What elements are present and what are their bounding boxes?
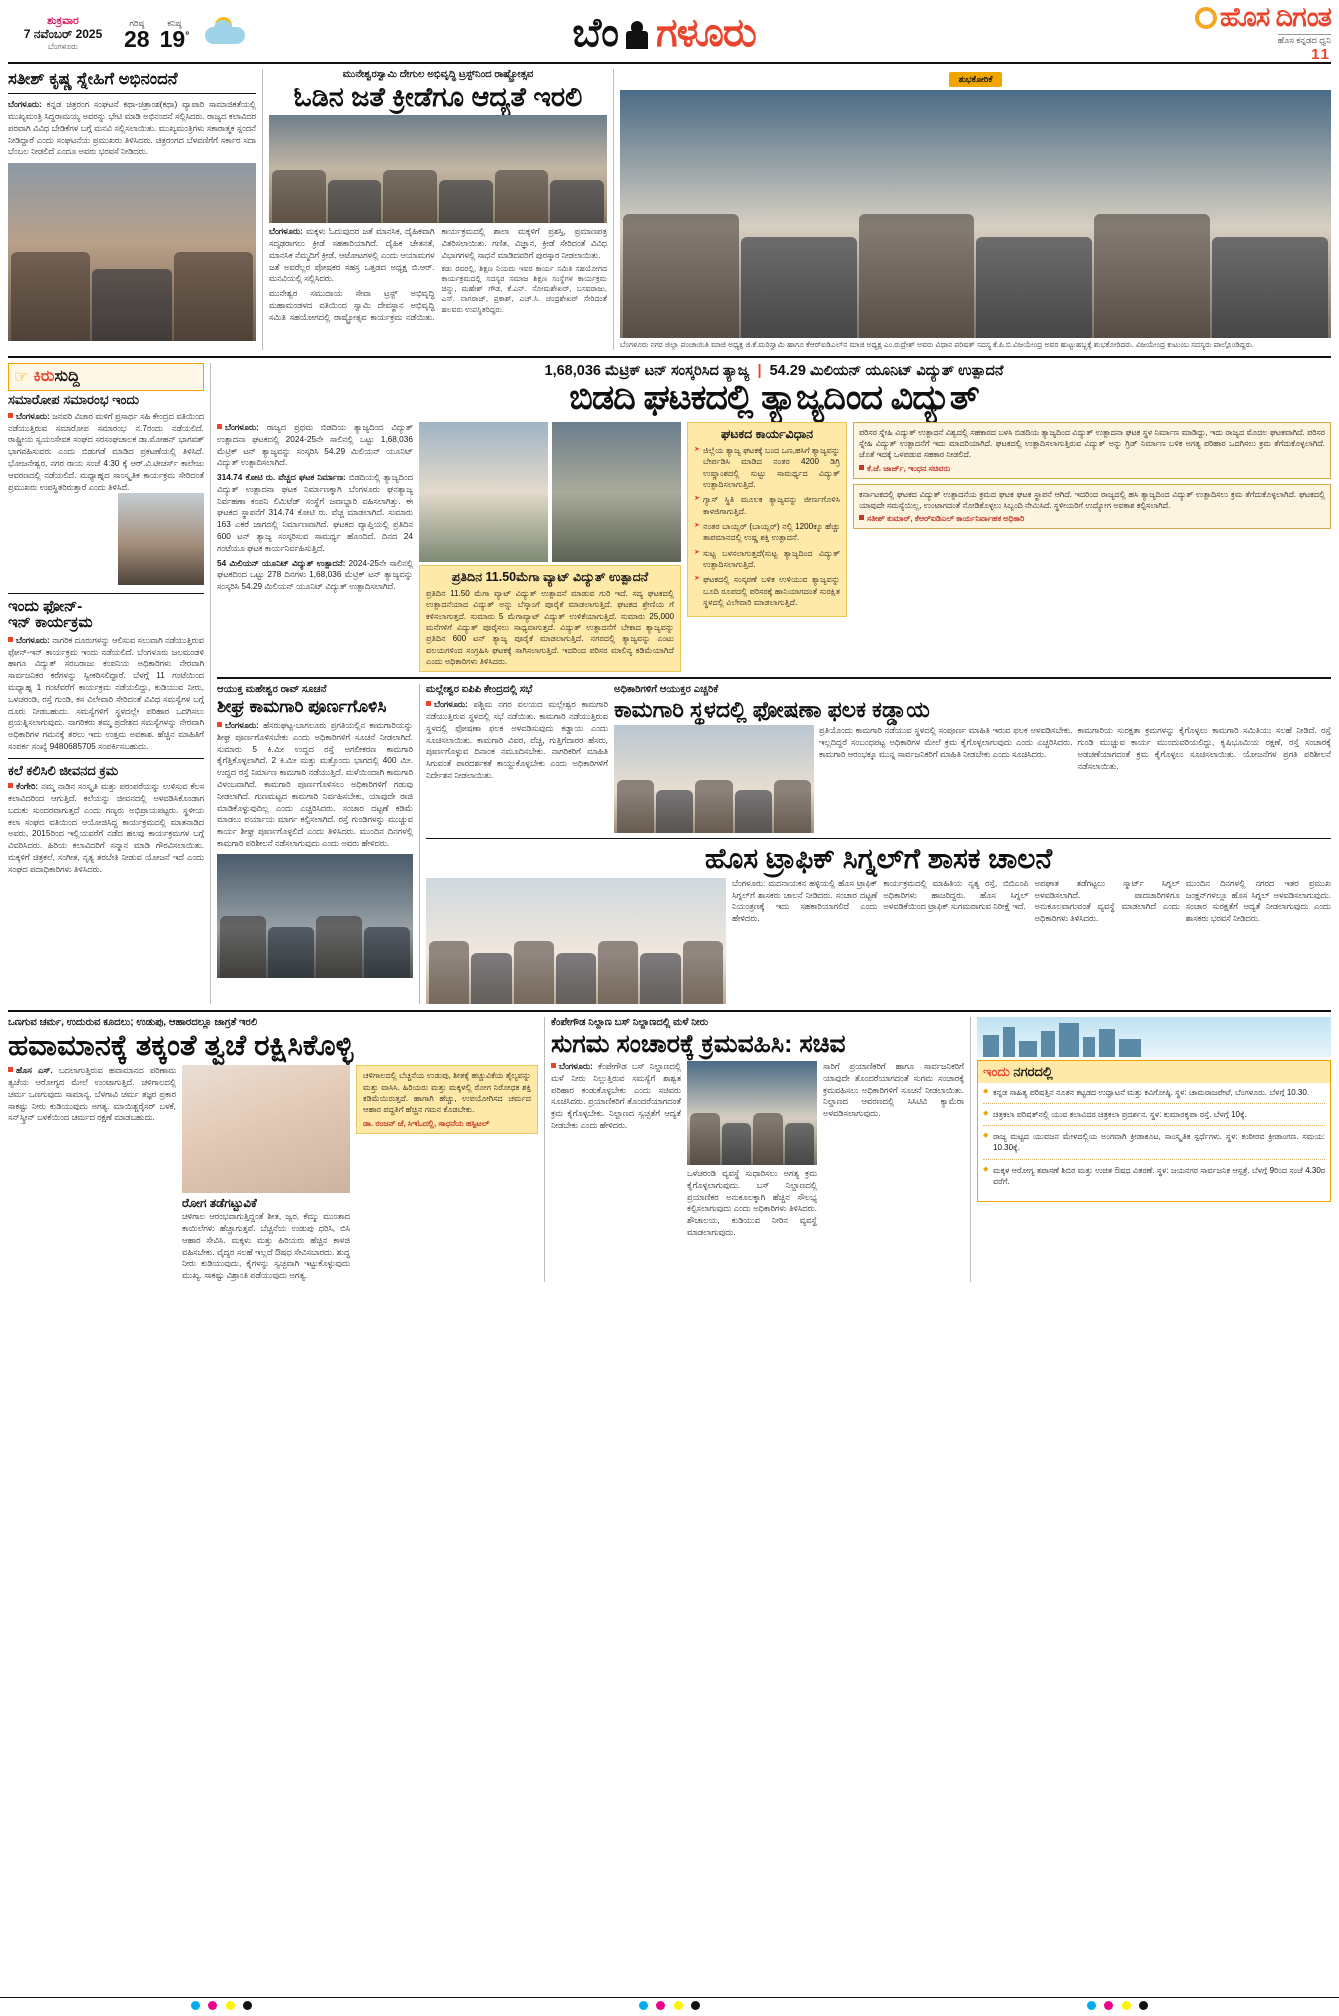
list-item: ◆ ಮಕ್ಕಳ ಆರೋಗ್ಯ ತಪಾಸಣೆ ಶಿಬಿರ ಮತ್ತು ಉಚಿತ ಔಷಧ ವಿತರಣೆ. ಸ್ಥಳ: ಜಯನಗರ ಸಾರ್ವಜನಿಕ ಆಸ್ಪತ್ರೆ. ಬೆಳಗ್ಗೆ 9ರಿಂದ ಸಂಜೆ 4.30ರ ವರೆಗೆ.: [983, 1165, 1325, 1192]
pointing-hand-icon: ☞: [14, 369, 29, 387]
bus-col1: [551, 1061, 681, 1239]
kirusuddi-0-body: [8, 411, 204, 493]
lead-text1: ರಾಜ್ಯದ ಪ್ರಥಮ ಬಿಡದಿಯ ತ್ಯಾಜ್ಯದಿಂದ ವಿದ್ಯುತ್ ಉತ್ಪಾದನಾ ಘಟಕದಲ್ಲಿ 2024-25ನೇ ಸಾಲಿನಲ್ಲಿ ಒಟ್ಟು 1,68,036 ಮೆಟ್ರಿಕ್ ಟನ್ ತ್ಯಾಜ್ಯವನ್ನು ಸಂಸ್ಕರಿಸಿ 54.29 ಮಿಲಿಯನ್ ಯೂನಿಟ್ ವಿದ್ಯುತ್ ಉತ್ಪಾದಿಸಲಾಗಿದೆ.: [217, 422, 414, 468]
brand-tagline: ಹೊಸ ಕನ್ನಡದ ಧ್ವನಿ: [1277, 35, 1331, 45]
skin-yellow-text: ಚಳಿಗಾಲದಲ್ಲಿ ಬೆಚ್ಚನೆಯ ಉಡುಪು, ಶೀತಕ್ಕೆ ಹಚ್ಚುವಿಕೆಯ ತೈಲ್ಯವನ್ನು ಮತ್ತು ವಾಸಿಸಿ. ಹಿರಿಯರು ಮತ್ತು ಮಕ್ಕಳಲ್ಲಿ ರೋಗ ನಿರೋಧಕ ಶಕ್ತಿ ಕಡಿಮೆಯಿರುತ್ತದೆ. ಹಾಗಾಗಿ ಹೆಚ್ಚು, ಉಪಯೋಗಿಸದ ಚರ್ಮದ ಆಹಾರ ಪದ್ಧತಿಗೆ ಹೆಚ್ಚಿನ ಗಮನ ಕೊಡಬೇಕು.: [363, 1071, 531, 1115]
print-registration-marks: [0, 1997, 1339, 2009]
bus-headline: ಸುಗಮ ಸಂಚಾರಕ್ಕೆ ಕ್ರಮವಹಿಸಿ: ಸಚಿವ: [551, 1029, 846, 1058]
bottom-section: [8, 1010, 1331, 1282]
nagaradalli-list: [978, 1083, 1330, 1201]
lead-method-col: [687, 422, 847, 672]
mohan-bhagwat-portrait: [118, 493, 204, 585]
method-box-title: ಘಟಕದ ಕಾರ್ಯವಿಧಾನ: [720, 427, 814, 441]
story-satish-byline: ಬೆಂಗಳೂರು:: [8, 99, 42, 110]
lead-body2: [217, 472, 413, 554]
commissioner-kicker: ಆಯುಕ್ತ ಮಹೇಶ್ವರ ರಾವ್ ಸೂಚನೆ: [217, 684, 327, 696]
skin-body1: [8, 1065, 176, 1124]
method-item: ➤ ಘಟಕದಲ್ಲಿ ಸಂಸ್ಕರಣೆ ಬಳಿಕ ಉಳಿಯುವ ತ್ಯಾಜ್ಯವನ್ನು ಬೂದಿ ರೂಪದಲ್ಲಿ ಪರಿಸರಕ್ಕೆ ಹಾನಿಯಾಗದಂತೆ ಸುರಕ್ಷಿತ ಸ್ಥಳದಲ್ಲಿ ವಿಲೇವಾರಿ ಮಾಡಲಾಗುತ್ತಿದೆ.: [694, 574, 840, 608]
masthead-city: ಬೆಂಗಳೂರು: [48, 41, 78, 51]
kirusuddi-label-b: ಸುದ್ದಿ: [54, 368, 80, 386]
lead-yellow-box: [419, 565, 681, 672]
substories-row: [217, 684, 1331, 1003]
nagaradalli-box: [977, 1060, 1331, 1202]
method-box: [687, 422, 847, 617]
skin-kicker: ಒಣಗುವ ಚರ್ಮ, ಉದುರುವ ಕೂದಲು; ಉಡುಪು, ಆಹಾರದಲ್ಲೂ ಜಾಗ್ರತೆ ಇರಲಿ: [8, 1016, 258, 1028]
top-section: [8, 64, 1331, 350]
kirusuddi-header: [8, 363, 204, 391]
page-number: 11: [1311, 46, 1331, 63]
story-warning: [614, 684, 1331, 833]
story-odina-body2: ಮುನೇಶ್ವರ ಸಮುದಾಯ ಸೇವಾ ಟ್ರಸ್ಟ್ ಅಭಿವೃದ್ಧಿ ಮಹಾಮಂಡಳದ ವತಿಯಿಂದ ಸ್ವಾಮಿ ದೇವಸ್ಥಾನ ಅಭಿವೃದ್ಧಿ ಸಮಿತಿ ಸಹಯೋಗದಲ್ಲಿ ರಾಷ್ಟ್ರೋತ್ಸವ ಕಾರ್ಯಕ್ರಮ ನಡೆಯಿತು. ಕಾರ್ಯಕ್ರಮದಲ್ಲಿ ಶಾಲಾ ಮಕ್ಕಳಿಗೆ ಪ್ರಶಸ್ತಿ, ಪ್ರಮಾಣಪತ್ರ ವಿತರಿಸಲಾಯಿತು. ಗಣಿತ, ವಿಜ್ಞಾನ, ಕ್ರೀಡೆ ಸೇರಿದಂತೆ ವಿವಿಧ ವಿಭಾಗಗಳಲ್ಲಿ ಸಾಧನೆ ಮಾಡಿದವರಿಗೆ ಪುರಸ್ಕಾರ ನೀಡಲಾಯಿತು.: [269, 226, 607, 322]
story-odina-kicker: ಮುನೇಶ್ವರಸ್ವಾಮಿ ದೇಗುಲ ಅಭಿವೃದ್ಧಿ ಟ್ರಸ್ಟ್‌ನಿಂದ ರಾಷ್ಟ್ರೋತ್ಸವ: [342, 69, 534, 80]
kirusuddi-2-byline: ಕೆಂಗೇರಿ:: [16, 781, 39, 792]
skin-byline: ಹೊಸ ಎಸ್.: [16, 1065, 53, 1076]
skin-yellow-author: ಡಾ. ರಂಜನ್ ಜೆ, ಸಿಇಓದಲ್ಲಿ, ಸಾಧನೆಯ ಹಸ್ಪಿಟಲ್: [363, 1118, 490, 1128]
kirusuddi-2-body: [8, 781, 204, 875]
lead-sub1: 314.74 ಕೋಟಿ ರು. ವೆಚ್ಚದ ಘಟಕ ನಿರ್ಮಾಣ:: [217, 472, 346, 483]
cm-meeting-photo: [8, 163, 256, 341]
quote-box-1: [853, 422, 1331, 479]
nagaradalli-title-b: ನಗರದಲ್ಲಿ: [1013, 1063, 1053, 1079]
waste-dump-photo: [552, 422, 681, 562]
masthead-weekday: ಶುಕ್ರವಾರ: [47, 15, 79, 28]
story-odina-body1: [269, 226, 435, 285]
skin-col1: [8, 1065, 176, 1282]
lead-sub-left: 1,68,036 ಮೆಟ್ರಿಕ್ ಟನ್ ಸಂಸ್ಕರಿಸಿದ ತ್ಯಾಜ್ಯ: [544, 363, 750, 380]
lead-text2: ಬಿಡದಿಯಲ್ಲಿ ತ್ಯಾಜ್ಯದಿಂದ ವಿದ್ಯುತ್ ಉತ್ಪಾದನಾ ಘಟಕ ನಿರ್ಮಾಣಕ್ಕಾಗಿ ಬೆಂಗಳೂರು ಘನತ್ಯಾಜ್ಯ ನಿರ್ವಹಣಾ ಕಂಪನಿ ಲಿಮಿಟೆಡ್ ಸಂಸ್ಥೆಗೆ ಜವಾಬ್ದಾರಿ ವಹಿಸಲಾಗಿತ್ತು. ಈ ಘಟಕದ ಸ್ಥಾಪನೆಗೆ 314.74 ಕೋಟಿ ರು. ವೆಚ್ಚ ಮಾಡಲಾಗಿದೆ. ಸುಮಾರು 163 ಎಕರೆ ಜಾಗದಲ್ಲಿ ನಿರ್ಮಾಣವಾಗಿದೆ. ಘಟಕದ ವ್ಯಾಪ್ತಿಯಲ್ಲಿ ಪ್ರತಿದಿನ 600 ಟನ್ ತ್ಯಾಜ್ಯ ಸಂಸ್ಕರಿಸುವ ಸಾಮರ್ಥ್ಯ ಹೊಂದಿದೆ. ದಿನದ 24 ಗಂಟೆಯೂ ಘಟಕ ಕಾರ್ಯನಿರ್ವಹಿಸುತ್ತಿದೆ.: [217, 472, 413, 553]
warning-body-left: ಪ್ರತಿಯೊಂದು ಕಾಮಗಾರಿ ನಡೆಯುವ ಸ್ಥಳದಲ್ಲಿ ಸಂಪೂರ್ಣ ಮಾಹಿತಿ ಇರುವ ಫಲಕ ಅಳವಡಿಸಬೇಕು. ಇಲ್ಲದಿದ್ದರೆ ಸಂಬಂಧಪಟ್ಟ ಅಧಿಕಾರಿಗಳ ಮೇಲೆ ಕ್ರಮ ಕೈಗೊಳ್ಳಲಾಗುವುದು ಎಂದು ಎಚ್ಚರಿಸಿದರು. ಕಾಮಗಾರಿ ಆರಂಭಕ್ಕೂ ಮುನ್ನ ಸಾರ್ವಜನಿಕರಿಗೆ ಮಾಹಿತಿ ನೀಡಬೇಕು ಎಂದು ಸೂಚಿಸಿದರು.: [819, 725, 1073, 759]
traffic-headline: ಹೊಸ ಟ್ರಾಫಿಕ್ ಸಿಗ್ನಲ್‌ಗೆ ಶಾಸಕ ಚಾಲನೆ: [704, 843, 1053, 875]
kirusuddi-1-body: [8, 635, 204, 753]
page-title-part1: ಬೆಂ: [572, 10, 619, 55]
story-satish-headline: ಸತೀಶ್ ಕೃಷ್ಣ ಸ್ನೇಹಿಗೆ ಅಭಿನಂದನೆ: [8, 70, 178, 88]
skin-sub: ರೋಗ ತಡೆಗಟ್ಟುವಿಕೆ: [182, 1196, 257, 1211]
students-award-photo: [269, 115, 607, 223]
story-satish-body: [8, 99, 256, 158]
story-odina-text1: ಮಕ್ಕಳು ಓದುವುದರ ಜತೆ ಮಾನಸಿಕ, ದೈಹಿಕವಾಗಿ ಸದೃಢರಾಗಲು ಕ್ರೀಡೆ ಸಹಕಾರಿಯಾಗಿದೆ. ದೈಹಿಕ ಚೇತನತೆ, ಮಾನಸಿಕ ನೆಮ್ಮದಿಗೆ ಕ್ರೀಡೆ, ಆಟೋಟಗಳಲ್ಲಿ ಎಂದು ಆಯಾಮಗಳ ಜತೆ ಅವರೆಲ್ಲರ ಪೋಷಕರ ಸಹಸ್ರ ಒತ್ತಡದ ಅಧ್ಯಕ್ಷ ಬಿ.ಆರ್. ಮನವಿಯಲ್ಲಿ ಸಲ್ಲಿಸಿದರು.: [269, 226, 435, 284]
kirusuddi-1-headline-l2: ಇನ್ ಕಾರ್ಯಕ್ರಮ: [8, 614, 93, 632]
warning-kicker: ಅಧಿಕಾರಿಗಳಿಗೆ ಆಯುಕ್ತರ ಎಚ್ಚರಿಕೆ: [614, 684, 719, 696]
mallesh-byline: ಬೆಂಗಳೂರು:: [434, 699, 468, 710]
bus-body1: [551, 1061, 681, 1132]
page-title-part2: ಗಳೂರು: [656, 10, 756, 55]
temp-min: [160, 19, 190, 52]
road-work-inspection-photo: [217, 854, 413, 978]
temp-max-label: ಗರಿಷ್ಠ: [129, 17, 145, 28]
skin-body2: ಚಳಿಗಾಲ ಆರಂಭವಾಗುತ್ತಿದ್ದಂತೆ ಶೀತ, ಜ್ವರ, ಕೆಮ್ಮು ಮುಂತಾದ ಕಾಯಿಲೆಗಳು ಹೆಚ್ಚಾಗುತ್ತವೆ. ಬೆಚ್ಚನೆಯ ಉಡುಪು ಧರಿಸಿ, ಬಿಸಿ ಆಹಾರ ಸೇವಿಸಿ. ಮಕ್ಕಳು ಮತ್ತು ಹಿರಿಯರು ಹೆಚ್ಚಿನ ಕಾಳಜಿ ವಹಿಸಬೇಕು. ವೈದ್ಯರ ಸಲಹೆ ಇಲ್ಲದೆ ಔಷಧ ಸೇವಿಸಬಾರದು. ಶುದ್ಧ ನೀರು ಕುಡಿಯುವುದು, ಕೈಗಳನ್ನು ಸ್ವಚ್ಛವಾಗಿ ಇಟ್ಟುಕೊಳ್ಳುವುದು ಮುಖ್ಯ. ಸಾಕಷ್ಟು ವಿಶ್ರಾಂತಿ ಪಡೆಯುವುದು ಅಗತ್ಯ.: [182, 1211, 350, 1281]
felicitation-group-photo: [620, 90, 1331, 338]
list-item: ◆ ರಾಜ್ಯ ಮಟ್ಟದ ಯುವಜನ ಮೇಳದಲ್ಲಿಯ ಅಂಗವಾಗಿ ಕ್ರೀಡಾಕೂಟ, ಸಾಂಸ್ಕೃತಿಕ ಸ್ಪರ್ಧೆಗಳು. ಸ್ಥಳ: ಕಂಠೀರವ ಕ್ರೀಡಾಂಗಣ. ಸಮಯ: 10.30ಕ್ಕೆ.: [983, 1131, 1325, 1159]
kirusuddi-label-a: ಕಿರು: [33, 368, 55, 386]
bus-station-inspection-photo: [687, 1061, 817, 1165]
traffic-body-c3: ಅಪಘಾತ ತಡೆಗಟ್ಟಲು ಸ್ಮಾರ್ಟ್ ಸಿಗ್ನಲ್ ಅಳವಡಿಸಲಾಗಿದೆ. ಪಾದಚಾರಿಗಳಿಗೂ ಅನುಕೂಲವಾಗುವಂತೆ ವ್ಯವಸ್ಥೆ ಮಾಡಲಾಗಿದೆ ಎಂದು ಅಧಿಕಾರಿಗಳು ತಿಳಿಸಿದರು.: [1034, 877, 1180, 924]
skin-col3: [356, 1065, 538, 1282]
brand-logo: [1081, 4, 1331, 62]
nagaradalli-rail: [970, 1017, 1331, 1282]
page-title: [247, 11, 1081, 56]
lead-yellow-body: ಪ್ರತಿದಿನ 11.50 ಮೆಗಾ ವ್ಯಾಟ್ ವಿದ್ಯುತ್ ಉತ್ಪಾದನೆ ಮಾಡುವ ಗುರಿ ಇದೆ. ಸದ್ಯ ಘಟಕದಲ್ಲಿ ಉತ್ಪಾದನೆಯಾದ ವಿದ್ಯುತ್ ಅನ್ನು ಬೆಸ್ಕಾಂಗೆ ಪೂರೈಕೆ ಮಾಡಲಾಗುತ್ತಿದೆ. ಘಟಕದ ಶ್ರೇಣಿಯ ಗೆ ಕಳಿಸಲಾಗುತ್ತದೆ. ಸುಮಾರು 5 ಮೆಗಾವ್ಯಾಟ್ ವಿದ್ಯುತ್ ಉಳಿಕೆಯಾಗುತ್ತಿದೆ. ಸುಮಾರು 25,000 ಮನೆಗಳಿಗೆ ವಿದ್ಯುತ್ ಪೂರೈಸಲು ಸಾಧ್ಯವಾಗುತ್ತದೆ. ವಿದ್ಯುತ್ ಉತ್ಪಾದನೆಗೆ ಬೇಕಾದ ತ್ಯಾಜ್ಯವನ್ನು ಪ್ರತಿದಿನ 600 ಟನ್ ತ್ಯಾಜ್ಯ ಪೂರೈಕೆ ಮಾಡಲಾಗುತ್ತಿದೆ. ನಗರದಲ್ಲಿ ತ್ಯಾಜ್ಯವನ್ನು ಎಂಟು ವಲಯಗಳಿಂದ ಸಂಗ್ರಹಿಸಿ ಘಟಕಕ್ಕೆ ಸಾಗಿಸಲಾಗುತ್ತಿದೆ. ಇದರಿಂದ ಪರಿಸರ ಮಾಲಿನ್ಯ ಕಡಿಮೆಯಾಗಿದೆ ಎಂದು ಅಧಿಕಾರಿಗಳು ತಿಳಿಸಿದರು.: [426, 589, 674, 666]
globe-icon: [1195, 7, 1217, 29]
city-skyline-graphic: [977, 1017, 1331, 1057]
story-satish: [8, 69, 256, 350]
lead-body3: [217, 558, 413, 593]
story-felicitation: [613, 69, 1331, 350]
skincare-woman-photo: [182, 1065, 350, 1193]
list-item: ◆ ಕನ್ನಡ ಸಾಹಿತ್ಯ ಪರಿಷತ್ತಿನ ನೂತನ ಕಟ್ಟಡದ ಉದ್ಘಾಟನೆ ಮತ್ತು ಕವಿಗೋಷ್ಠಿ. ಸ್ಥಳ: ಚಾಮರಾಜಪೇಟೆ, ಬೆಂಗಳೂರು. ಬೆಳಗ್ಗೆ 10.30.: [983, 1087, 1325, 1104]
kirusuddi-0-byline: ಬೆಂಗಳೂರು:: [16, 410, 50, 421]
kirusuddi-rail: [8, 363, 204, 1004]
story-commissioner: [217, 684, 413, 1003]
bus-body3: ಸಾರಿಗೆ ಪ್ರಯಾಣಿಕರಿಗೆ ಹಾಗೂ ಸಾರ್ವಜನಿಕರಿಗೆ ಯಾವುದೇ ತೊಂದರೆಯಾಗದಂತೆ ಸುಗಮ ಸಂಚಾರಕ್ಕೆ ಕ್ರಮವಹಿಸಲು ಅಧಿಕಾರಿಗಳಿಗೆ ಸೂಚನೆ ನೀಡಲಾಯಿತು. ನಿಲ್ದಾಣದ ಆವರಣದಲ್ಲಿ ಸಿಸಿಟಿವಿ ಕ್ಯಾಮೆರಾ ಅಳವಡಿಸಲಾಗುವುದು.: [823, 1061, 964, 1119]
bidadi-plant-building-photo: [419, 422, 548, 562]
method-item: ➤ ಜಿಲ್ಲೆಯ ತ್ಯಾಜ್ಯ ಘಟಕಕ್ಕೆ ಬಂದ ಒಣ,ಹಸಿಗೆ ತ್ಯಾಜ್ಯವನ್ನು ಬೇರ್ಪಡಿಸಿ ಮಾಡಿದ ನಂತರ 4200 ಡಿಗ್ರಿ ಉಷ್ಣಾಂಶದಲ್ಲಿ ಸುಟ್ಟು ಸಾಮರ್ಥ್ಯದ ವಿದ್ಯುತ್ ಉತ್ಪಾದಿಸಲಾಗುತ್ತಿದೆ.: [694, 445, 840, 490]
signal-inauguration-photo: [426, 878, 726, 1004]
method-box-list: [694, 445, 840, 608]
sun-cloud-icon: [203, 15, 247, 51]
lead-story-header: 1,68,036 ಮೆಟ್ರಿಕ್ ಟನ್ ಸಂಸ್ಕರಿಸಿದ ತ್ಯಾಜ್ಯ | 54.29 ಮಿಲಿಯನ್ ಯೂನಿಟ್ ವಿದ್ಯುತ್ ಉತ್ಪಾದನೆ ಬಿಡದಿ ಘಟಕದಲ್ಲಿ ತ್ಯಾಜ್ಯದಿಂದ ವಿದ್ಯುತ್: [217, 363, 1331, 417]
nagaradalli-title-a: ಇಂದು: [983, 1063, 1010, 1079]
kirusuddi-1-headline-l1: ಇಂದು ಫೋನ್-: [8, 598, 83, 616]
mallesh-body: [426, 699, 608, 781]
quote-2-author: ಸತೀಶ್ ಕುಮಾರ್, ಕೆಆರ್‌ಐಡಿಎಲ್ ಕಾರ್ಯನಿರ್ವಾಹಕ ಅಧಿಕಾರಿ: [867, 513, 1025, 523]
kirusuddi-1-byline: ಬೆಂಗಳೂರು:: [16, 634, 50, 645]
lead-sub2: 54 ಮಿಲಿಯನ್ ಯೂನಿಟ್ ವಿದ್ಯುತ್ ಉತ್ಪಾದನೆ:: [217, 557, 346, 568]
skin-text1: ಬದಲಾಗುತ್ತಿರುವ ಹವಾಮಾನದ ಪರಿಣಾಮ ತ್ವಚೆಯ ಆರೋಗ್ಯದ ಮೇಲೆ ಉಂಟಾಗುತ್ತಿದೆ. ಚಳಿಗಾಲದಲ್ಲಿ ಚರ್ಮ ಒಣಗುವುದು ಸಾಮಾನ್ಯ. ಬೆಳಗಾವಿ ಚರ್ಮ ತಜ್ಞರ ಪ್ರಕಾರ ಸಾಕಷ್ಟು ನೀರು ಕುಡಿಯುವುದು ಅಗತ್ಯ. ಮಾಯಿಶ್ಚರೈಸರ್ ಬಳಕೆ, ಸನ್‌ಸ್ಕ್ರೀನ್ ಬಳಕೆಯಿಂದ ಚರ್ಮದ ರಕ್ಷಣೆ ಮಾಡಬಹುದು.: [8, 1065, 176, 1123]
traffic-body-c4: ಮುಂದಿನ ದಿನಗಳಲ್ಲಿ ನಗರದ ಇತರ ಪ್ರಮುಖ ಜಂಕ್ಷನ್‌ಗಳಲ್ಲೂ ಹೊಸ ಸಿಗ್ನಲ್ ಅಳವಡಿಸಲಾಗುವುದು. ಸಂಚಾರ ಸುರಕ್ಷತೆಗೆ ಆದ್ಯತೆ ನೀಡಲಾಗುವುದು ಎಂದು ಶಾಸಕರು ಭರವಸೆ ನೀಡಿದರು.: [1185, 877, 1331, 924]
lead-photos-col: [419, 422, 681, 672]
story-mallesh: [426, 684, 608, 833]
bus-body2: ಒಳಚರಂಡಿ ವ್ಯವಸ್ಥೆ ಸುಧಾರಿಸಲು ಅಗತ್ಯ ಕ್ರಮ ಕೈಗೊಳ್ಳಲಾಗುವುದು. ಬಸ್ ನಿಲ್ದಾಣದಲ್ಲಿ ಪ್ರಯಾಣಿಕರ ಅನುಕೂಲಕ್ಕಾಗಿ ಹೆಚ್ಚಿನ ಸೌಲಭ್ಯ ಕಲ್ಪಿಸಲಾಗುವುದು ಎಂದು ಅಧಿಕಾರಿಗಳು ತಿಳಿಸಿದರು. ಶೌಚಾಲಯ, ಕುಡಿಯುವ ನೀರಿನ ವ್ಯವಸ್ಥೆ ಮಾಡಲಾಗುವುದು.: [687, 1168, 817, 1237]
quote-box-2: [853, 484, 1331, 529]
bus-col3: [823, 1061, 964, 1239]
warning-headline: ಕಾಮಗಾರಿ ಸ್ಥಳದಲ್ಲಿ ಫೋಷಣಾ ಫಲಕ ಕಡ್ಡಾಯ: [614, 697, 930, 723]
skin-col2: [182, 1065, 350, 1282]
commissioner-text: ಹೆಸರುಘಟ್ಟ-ಬಾಗಲೂರು ಪ್ರಗತಿಯಲ್ಲಿನ ಕಾಮಗಾರಿಯನ್ನು ಶೀಘ್ರ ಪೂರ್ಣಗೊಳಿಸಬೇಕು ಎಂದು ಅಧಿಕಾರಿಗಳಿಗೆ ಸೂಚನೆ ನೀಡಲಾಗಿದೆ. ಸುಮಾರು 5 ಕಿ.ಮೀ ಉದ್ದದ ರಸ್ತೆ ಅಗಲೀಕರಣ ಕಾಮಗಾರಿ ಕೈಗೆತ್ತಿಕೊಳ್ಳಲಾಗಿದೆ. 2 ಕಿ.ಮೀ ಮತ್ತು ಮತ್ತೊಂದು ಭಾಗದಲ್ಲಿ 400 ಮೀ. ಉದ್ದದ ರಸ್ತೆ ನಿರ್ಮಾಣ ಕಾಮಗಾರಿ ನಡೆಯುತ್ತಿದೆ. ಮಳೆಯಿಂದಾಗಿ ಕಾಮಗಾರಿ ವಿಳಂಬವಾಗಿದೆ. ಕಾಮಗಾರಿ ಪೂರ್ಣಗೊಳಿಸಲು ಅಧಿಕಾರಿಗಳಿಗೆ ಗಡುವು ನೀಡಲಾಗಿದೆ. ಗುಣಮಟ್ಟದ ಕಾಮಗಾರಿ ನಿರ್ವಹಿಸಬೇಕು, ಯಾವುದೇ ರಾಜಿ ಮಾಡಿಕೊಳ್ಳುವುದಿಲ್ಲ ಎಂದು ಎಚ್ಚರಿಸಿದರು. ಸಂಚಾರ ದಟ್ಟಣೆ ಕಡಿಮೆ ಮಾಡಲು ಪರ್ಯಾಯ ಮಾರ್ಗ ಕಲ್ಪಿಸಲಾಗಿದೆ. ರಸ್ತೆ ಗುಂಡಿಗಳನ್ನು ಮುಚ್ಚುವ ಕಾರ್ಯ ಶೀಘ್ರ ಪೂರ್ಣಗೊಳ್ಳಲಿದೆ ಎಂದು ತಿಳಿಸಿದರು. ಮುಂದಿನ ದಿನಗಳಲ್ಲಿ ಕಾಮಗಾರಿ ಪರಿಶೀಲನೆ ನಡೆಸಲಾಗುವುದು ಎಂದು ಅವರು ಹೇಳಿದರು.: [217, 720, 413, 848]
quote-1-author: ಕೆ.ಜೆ. ಜಾರ್ಜ್, ಇಂಧನ ಸಚಿವರು: [867, 463, 951, 473]
felicitation-tag: ಶುಭಕೋರಿಕೆ: [949, 72, 1003, 87]
weather-block: [118, 15, 247, 51]
temp-max: [124, 19, 150, 52]
story-odina-caption: ಕಡು ರವರಲ್ಲಿ, ಶಿಕ್ಷಣ ನಿಯಮ ಇವರ ಕಾರ್ಯ ಸಮಿತಿ ಸಹಯೋಗದ ಕಾರ್ಯಕ್ರಮದಲ್ಲಿ ಸದಸ್ಯರ ಸಮಾಜ ಶಿಕ್ಷಣ ಸಂಸ್ಥೆಗಳ ಕಾರ್ಯಕ್ರಮ ಚಿನ್ನು, ಮಹೇಶ್ ಗೌಡ, ಕೆ.ಎನ್. ಸೋಮಶೇಖರ್, ಬಸವರಾಜು, ಎಸ್. ನಾಗರಾಜ್, ಪ್ರಕಾಶ್, ಎಚ್.ಸಿ. ಚಂದ್ರಶೇಖರ್ ಸೇರಿದಂತೆ ಹಲವರು ಉಪಸ್ಥಿತರಿದ್ದರು.: [441, 263, 607, 314]
list-item: ◆ ಚಿತ್ರಕಲಾ ಪರಿಷತ್‌ನಲ್ಲಿ ಯುವ ಕಲಾವಿದರ ಚಿತ್ರಕಲಾ ಪ್ರದರ್ಶನ. ಸ್ಥಳ: ಕುಮಾರಕೃಪಾ ರಸ್ತೆ. ಬೆಳಗ್ಗೆ 10ಕ್ಕೆ.: [983, 1109, 1325, 1126]
lead-sub-right: 54.29 ಮಿಲಿಯನ್ ಯೂನಿಟ್ ವಿದ್ಯುತ್ ಉತ್ಪಾದನೆ: [769, 363, 1004, 380]
brand-name: ಹೊಸ ದಿಗಂತ: [1219, 2, 1331, 32]
mallesh-text: ಪಶ್ಚಿಮ ನಗರ ವಲಯದ ಮಲ್ಲೇಶ್ವರ ಕಾಮಗಾರಿ ನಡೆಯುತ್ತಿರುವ ಸ್ಥಳದಲ್ಲಿ ಸಭೆ ನಡೆಯಿತು. ಕಾಮಗಾರಿ ನಡೆಯುತ್ತಿರುವ ಸ್ಥಳದಲ್ಲಿ ಫೋಷಣಾ ಫಲಕ ಅಳವಡಿಸುವುದು ಕಡ್ಡಾಯ ಎಂದು ಸೂಚಿಸಲಾಯಿತು. ಕಾಮಗಾರಿ ವಿವರ, ವೆಚ್ಚ, ಗುತ್ತಿಗೆದಾರರ ಹೆಸರು, ಪೂರ್ಣಗೊಳ್ಳುವ ದಿನಾಂಕ ನಮೂದಿಸಬೇಕು. ನಾಗರಿಕರಿಗೆ ಮಾಹಿತಿ ಸಿಗುವಂತೆ ಪಾರದರ್ಶಕತೆ ಕಾಯ್ದುಕೊಳ್ಳಬೇಕು ಎಂದು ಅಧಿಕಾರಿಗಳಿಗೆ ನಿರ್ದೇಶನ ನೀಡಲಾಯಿತು.: [426, 699, 608, 780]
lead-quotes-col: [853, 422, 1331, 672]
lead-headline: ಬಿಡದಿ ಘಟಕದಲ್ಲಿ ತ್ಯಾಜ್ಯದಿಂದ ವಿದ್ಯುತ್: [569, 378, 979, 418]
bus-kicker: ಕೆಂಪೇಗೌಡ ನಿಲ್ದಾಣ ಬಸ್ ನಿಲ್ದಾಣದಲ್ಲಿ ಮಳೆ ನೀರು: [551, 1016, 709, 1028]
kirusuddi-2-headline: ಕಲೆ ಕಲಿಸಿಲಿ ಜೀವನದ ಕ್ರಮ: [8, 762, 119, 778]
masthead: [8, 2, 1331, 64]
method-item: ➤ ಸುಟ್ಟ ಬಳಸಲಾಗುತ್ತದೆ(ಸುಟ್ಟ ತ್ಯಾಜ್ಯದಿಂದ ವಿದ್ಯುತ್ ಉತ್ಪಾದಿಸಲಾಗುತ್ತಿದೆ.: [694, 548, 840, 571]
bus-col2: [687, 1061, 817, 1239]
temple-dome-icon: [622, 17, 652, 49]
middle-section: [8, 356, 1331, 1004]
right-substories: [419, 684, 1331, 1003]
temp-min-value: 19: [159, 26, 186, 52]
traffic-body-c1: ಬೆಂಗಳೂರು: ಮದನಾಯಕನ ಹಳ್ಳಿಯಲ್ಲಿ ಹೊಸ ಟ್ರಾಫಿಕ್ ಸಿಗ್ನಲ್‌ಗೆ ಶಾಸಕರು ಚಾಲನೆ ನೀಡಿದರು. ಸಂಚಾರ ದಟ್ಟಣೆ ನಿಯಂತ್ರಣಕ್ಕೆ ಇದು ಸಹಕಾರಿಯಾಗಲಿದೆ ಎಂದು ಹೇಳಿದರು.: [732, 877, 878, 924]
method-item: ➤ ಗ್ಯಾಸ್ ಸ್ಥಿತಿ ಮೂಲಕ ತ್ಯಾಜ್ಯವನ್ನು ಜೀರ್ಣಗೊಳಿಸಿ ಕಾಳಜಿಗಾಗುತ್ತಿದೆ.: [694, 494, 840, 517]
story-odina-headline: ಓಡಿನ ಜತೆ ಕ್ರೀಡೆಗೂ ಆದ್ಯತೆ ಇರಲಿ: [293, 82, 583, 112]
quote-2-text: ಕರ್ನಾಟಕದಲ್ಲಿ ಘಟಕದ ವಿದ್ಯುತ್ ಉತ್ಪಾದನೆಯ ಕ್ರಮದ ಘಟಕ ಘಟಕ ಸ್ಥಾಪನೆ ಆಗಿದೆ. ಇದರಿಂದ ರಾಜ್ಯದಲ್ಲಿ ಹಸಿ ತ್ಯಾಜ್ಯದಿಂದ ವಿದ್ಯುತ್ ಉತ್ಪಾದಿಸಲು ಕ್ರಮ ತೆಗೆದುಕೊಳ್ಳಲಾಗಿದೆ. ಘಟಕದಲ್ಲಿ ಯಾವುದೇ ಸಮಸ್ಯೆಯಿಲ್ಲ, ಉಂಟಾಗದಂತೆ ನೋಡಿಕೊಳ್ಳಲು ಸಿಬ್ಬಂದಿ ನೇಮಿಸಿದೆ. ಸ್ಥಳೀಯರಿಗೆ ಉದ್ಯೋಗ ಅವಕಾಶ ಕಲ್ಪಿಸಲಾಗಿದೆ.: [859, 489, 1325, 510]
warning-body-right: ಕಾಮಗಾರಿಯ ಸುರಕ್ಷತಾ ಕ್ರಮಗಳನ್ನು ಕೈಗೊಳ್ಳಲು ಕಾಮಗಾರಿ ಸಮಿತಿಯು ಸಲಹೆ ನೀಡಿದೆ. ರಸ್ತೆ ಗುಂಡಿ ಮುಚ್ಚುವ ಕಾರ್ಯ ಮುಂದುವರಿಯಲಿದ್ದು, ಕೃಷಿಭೂಮಿಯ ರಕ್ಷಣೆ, ರಸ್ತೆ ಸಂಚಾರಕ್ಕೆ ಅಡಚಣೆಯಾಗದಂತೆ ಕ್ರಮ ಕೈಗೊಳ್ಳಲು ಸೂಚಿಸಲಾಯಿತು. ಯೋಜನೆಗಳ ಪ್ರಗತಿ ಪರಿಶೀಲನೆ ನಡೆಸಲಾಯಿತು.: [1077, 725, 1331, 771]
traffic-body-c2: ಕಾರ್ಯಕ್ರಮದಲ್ಲಿ ಮಾಹಿತಿಯ ನೃತ್ಯ ರಸ್ತೆ, ಬಿಬಿಎಂಪಿ ಅಧಿಕಾರಿಗಳು ಹಾಜರಿದ್ದರು. ಹೊಸ ಸಿಗ್ನಲ್ ಅಳವಡಿಕೆಯಿಂದ ಟ್ರಾಫಿಕ್ ಸುಗಮವಾಗುವ ನಿರೀಕ್ಷೆ ಇದೆ.: [883, 877, 1029, 912]
story-bus: [544, 1017, 964, 1282]
lead-text3: 2024-25ನೇ ಸಾಲಿನಲ್ಲಿ ಘಟಕದಿಂದ ಒಟ್ಟು 278 ದಿನಗಳು 1,68,036 ಮೆಟ್ರಿಕ್ ಟನ್ ತ್ಯಾಜ್ಯವನ್ನು ಸಂಸ್ಕರಿಸಿ 54.29 ಮಿಲಿಯನ್ ಯೂನಿಟ್ ವಿದ್ಯುತ್ ಉತ್ಪಾದಿಸಲಾಗಿದೆ.: [217, 557, 413, 592]
skin-headline: ಹವಾಮಾನಕ್ಕೆ ತಕ್ಕಂತೆ ತ್ವಚೆ ರಕ್ಷಿಸಿಕೊಳ್ಳಿ: [8, 1029, 354, 1062]
lead-yellow-title: ಪ್ರತಿದಿನ 11.50ಮೆಗಾ ವ್ಯಾಟ್ ವಿದ್ಯುತ್ ಉತ್ಪಾದನೆ: [451, 570, 649, 584]
mallesh-kicker: ಮಲ್ಲೇಶ್ವರ ಐಪಿಪಿ ಕೇಂದ್ರದಲ್ಲಿ ಸಭೆ: [426, 684, 533, 696]
quote-1-text: ಪರಿಸರ ಸ್ನೇಹಿ ವಿದ್ಯುತ್ ಉತ್ಪಾದನೆ ವಿಶ್ವದಲ್ಲಿ ಸಹಕಾರದ ಬಳಸಿ ಬಿಡದಿಯ ತ್ಯಾಜ್ಯದಿಂದ ವಿದ್ಯುತ್ ಉತ್ಪಾದನಾ ಘಟಕ ಸ್ಥಳ ನಿರ್ಮಾಣ ಮಾಡಿದ್ದು, ಇದು ರಾಜ್ಯದ ಮೊದಲ ಘಟಕವಾಗಿದೆ. ಪರಿಸರ ಸ್ನೇಹಿ ವಿದ್ಯುತ್ ಉತ್ಪಾದನೆಗೆ ಇದು ಮಾದರಿಯಾಗಿದೆ. ಘಟಕದಲ್ಲಿ ಉತ್ಪಾದಿಸಲಾಗುತ್ತಿರುವ ವಿದ್ಯುತ್ ಅನ್ನು ಗ್ರಿಡ್ ನಿರ್ಮಾಣ ಬಳಿಕ ಅಗತ್ಯ ಪರಿಹಾರ ಒದಗಿಸಲು ಕ್ರಮ ತೆಗೆದುಕೊಳ್ಳಲಾಗಿದೆ. ಜೊತೆ ಇದಕ್ಕೆ ಒಳಪಡುವ ಸಹಕಾರ ನೀಡಲಿದೆ.: [859, 428, 1325, 460]
commissioner-headline: ಶೀಘ್ರ ಕಾಮಗಾರಿ ಪೂರ್ಣಗೊಳಿಸಿ: [217, 697, 387, 717]
lead-text-col: [217, 422, 413, 672]
kirusuddi-0-text: ಜನವರಿ ವಿಚಾರ ಮಳಿಗೆ ಪ್ರಸಾರ್ಥ ಸಹಿ ಕೇಂದ್ರದ ವತಿಯಿಂದ ನಡೆಯುತ್ತಿರುವ ಸಮಾರೋಪ ಸಮಾರಂಭ ನ.7ರಂದು ನಡೆಯಲಿದೆ. ರಾಷ್ಟ್ರೀಯ ಸ್ವಯಂಸೇವಕ ಸಂಘದ ಸರಸಂಘಚಾಲಕ ಡಾ.ಮೋಹನ್ ಭಾಗವತ್ ಭಾಗವಹಿಸುವರು ಎಂದು ಬಿಡುಗಡೆ ಮಾಡಿದ ಪ್ರಕಟಣೆಯಲ್ಲಿ ತಿಳಿಸಿದೆ. ಭೋಜನೇಶ್ವರ, ನಗರ ರಾಯ ಸಂಜೆ 4:30 ಕ್ಕೆ ಆರ್.ವಿ.ಟೀಚರ್ಸ್ ಕಾಲೇಜು ಆವರಣದಲ್ಲಿ ನಡೆಯಲಿದೆ. ಮಧ್ಯಾಹ್ನದ ಸಾಂಸ್ಕೃತಿಕ ಕಾರ್ಯಕ್ರಮ ಸೇರಿದಂತೆ ಪ್ರಮುಖರು ಉಪಸ್ಥಿತರಿರುತ್ತಾರೆ ಎಂದು ತಿಳಿಸಿದೆ.: [8, 410, 204, 492]
commissioner-body: [217, 720, 413, 850]
story-odina-byline: ಬೆಂಗಳೂರು:: [269, 226, 303, 237]
kirusuddi-1-headline: [8, 599, 204, 631]
method-item: ➤ ನಂತರ ಬಾಯ್ಲರ್ (ಬಾಯ್ಲರ್) ನಲ್ಲಿ 1200ಕ್ಕೂ ಹೆಚ್ಚು ತಾಪಮಾನದಲ್ಲಿ ಉಷ್ಣ ಶಕ್ತಿ ಉತ್ಪಾದನೆ.: [694, 521, 840, 544]
story-satish-text: ಕನ್ನಡ ಚಿತ್ರರಂಗ ಸಂಘಟನೆ ಕಥಾ-ಚಿತ್ರಾಂಶ(ಕಥಾ) ವ್ಯಾಪಾರಿ ಸಾಮಾಜಿಕತೆಯಲ್ಲಿ ಮುಖ್ಯಮಂತ್ರಿ ಸಿದ್ದರಾಮಯ್ಯ ಅವರನ್ನು ಭೇಟಿ ಮಾಡಿ ಅಭಿನಂದನೆ ಸಲ್ಲಿಸಿದರು. ರಾಜ್ಯದ ಕಲಾವಿದರ ಪರವಾಗಿ ವಿವಿಧ ಬೇಡಿಕೆಗಳ ಬಗ್ಗೆ ಮನವಿ ಸಲ್ಲಿಸಲಾಯಿತು. ಮುಖ್ಯಮಂತ್ರಿಗಳು ಸಕಾರಾತ್ಮಕ ಸ್ಪಂದನೆ ನೀಡಿದ್ದಾರೆ ಎಂದು ಸಂಘಟನೆಯ ಪ್ರಮುಖರು ತಿಳಿಸಿದರು. ಚಿತ್ರರಂಗದ ಬೆಳವಣಿಗೆಗೆ ಸರ್ಕಾರ ಸದಾ ಬೆಂಬಲ ನೀಡಲಿದೆ ಎಂದೂ ಅವರು ಭರವಸೆ ನೀಡಿದರು.: [8, 99, 257, 157]
traffic-row: [426, 878, 1331, 1004]
temp-max-value: 28: [124, 26, 150, 52]
lead-byline: ಬೆಂಗಳೂರು:: [225, 422, 259, 432]
story-felicitation-caption: ಬೆಂಗಳೂರು ನಗರ ಜಿಲ್ಲಾ ಪಂಚಾಯಿತಿ ಮಾಜಿ ಅಧ್ಯಕ್ಷ ಜಿ.ಕೆ.ಮರಿಸ್ವಾಮಿ ಹಾಗೂ ಕೆಆರ್‌ಐಡಿಎಲ್‌ನ ಮಾಜಿ ಅಧ್ಯಕ್ಷ ಎಂ.ರುದ್ರೇಶ್ ಅವರು ವಿಧಾನ ಪರಿಷತ್ ಸದಸ್ಯ ಕೆ.ಪಿ.ಬಿ.ವಿಜಯೇಂದ್ರ ಅವರ ಹುಟ್ಟುಹಬ್ಬಕ್ಕೆ ಶುಭಕೋರಿದರು. ವಿಜಯೇಂದ್ರ ಕುಟುಂಬ ಸದಸ್ಯರು ಪಾಲ್ಗೊಂಡಿದ್ದರು.: [620, 340, 1255, 349]
skin-yellow-box: [356, 1065, 538, 1133]
lead-and-substories: [210, 363, 1331, 1004]
story-odina: [262, 69, 607, 350]
nagaradalli-header: [978, 1061, 1330, 1083]
kirusuddi-2-text: ನಮ್ಮ ನಾಡಿನ ಸಂಸ್ಕೃತಿ ಮತ್ತು ಪರಂಪರೆಯನ್ನು ಉಳಿಸುವ ಕೆಲಸ ಕಲಾವಿದರಿಂದ ಆಗುತ್ತಿದೆ. ಕಲೆಯನ್ನು ಜೀವನದಲ್ಲಿ ಅಳವಡಿಸಿಕೊಂಡಾಗ ಬದುಕು ಸುಂದರವಾಗುತ್ತದೆ ಎಂದು ಗಣ್ಯರು ಅಭಿಪ್ರಾಯಪಟ್ಟರು. ಸ್ಥಳೀಯ ಕಲಾ ಸಂಘದ ವತಿಯಿಂದ ಆಯೋಜಿಸಿದ್ದ ಕಾರ್ಯಕ್ರಮದಲ್ಲಿ ಮಾತನಾಡಿದ ಅವರು, 2015ರಿಂದ ಇಲ್ಲಿಯವರೆಗೆ ನಡೆದ ಹಲವು ಕಾರ್ಯಕ್ರಮಗಳ ಬಗ್ಗೆ ವಿವರಿಸಿದರು. ಹಿರಿಯ ಕಲಾವಿದರಿಗೆ ಸನ್ಮಾನ ಮಾಡಿ ಗೌರವಿಸಲಾಯಿತು. ಮಕ್ಕಳಿಗೆ ಚಿತ್ರಕಲೆ, ಸಂಗೀತ, ನೃತ್ಯ ತರಬೇತಿ ನೀಡುವ ಯೋಜನೆ ಇದೆ ಎಂದು ಸಂಘದ ಪದಾಧಿಕಾರಿಗಳು ತಿಳಿಸಿದರು.: [8, 781, 204, 874]
story-skin: [8, 1017, 538, 1282]
temp-min-label: ಕನಿಷ್ಠ: [167, 17, 182, 28]
commissioner-byline: ಬೆಂಗಳೂರು:: [225, 720, 259, 731]
kirusuddi-1-text: ನಾಗರಿಕ ದೂರುಗಳನ್ನು ಆಲಿಸುವ ಸಲುವಾಗಿ ನಡೆಯುತ್ತಿರುವ ಫೋನ್-ಇನ್ ಕಾರ್ಯಕ್ರಮ ಇಂದು ನಡೆಯಲಿದೆ. ಬೆಂಗಳೂರು ಜಲಮಂಡಳಿ ಹಾಗೂ ವಿದ್ಯುತ್ ಸರಬರಾಜು ಕಂಪನಿಯ ಅಧಿಕಾರಿಗಳು ನೇರವಾಗಿ ಸಾರ್ವಜನಿಕರ ಕರೆಗಳನ್ನು ಸ್ವೀಕರಿಸಲಿದ್ದಾರೆ. ಬೆಳಗ್ಗೆ 11 ಗಂಟೆಯಿಂದ ಮಧ್ಯಾಹ್ನ 1 ಗಂಟೆವರೆಗೆ ಕಾರ್ಯಕ್ರಮ ನಡೆಯಲಿದ್ದು, ಕುಡಿಯುವ ನೀರು, ಒಳಚರಂಡಿ, ರಸ್ತೆ ಗುಂಡಿ, ಕಸ ವಿಲೇವಾರಿ ಸೇರಿದಂತೆ ವಿವಿಧ ಸಮಸ್ಯೆಗಳ ಬಗ್ಗೆ ದೂರು ನೀಡಬಹುದು. ಸಮಸ್ಯೆಗಳಿಗೆ ಸ್ಥಳದಲ್ಲೇ ಪರಿಹಾರ ಒದಗಿಸಲು ಪ್ರಯತ್ನಿಸಲಾಗುವುದು. ನಾಗರಿಕರು ತಮ್ಮ ಪ್ರದೇಶದ ಸಮಸ್ಯೆಗಳನ್ನು ನೇರವಾಗಿ ಅಧಿಕಾರಿಗಳ ಗಮನಕ್ಕೆ ತರಲು ಇದು ಉತ್ತಮ ಅವಕಾಶ. ಹೆಚ್ಚಿನ ಮಾಹಿತಿಗೆ ಸಂಪರ್ಕ ಸಂಖ್ಯೆ 9480685705 ಸಂಪರ್ಕಿಸಬಹುದು.: [8, 634, 204, 751]
masthead-date: 7 ನವೆಂಬರ್ 2025: [23, 26, 103, 41]
degree-symbol: °: [185, 30, 190, 42]
bus-text1: ಕೆಂಪೇಗೌಡ ಬಸ್ ನಿಲ್ದಾಣದಲ್ಲಿ ಮಳೆ ನೀರು ನಿಲ್ಲುತ್ತಿರುವ ಸಮಸ್ಯೆಗೆ ಶಾಶ್ವತ ಪರಿಹಾರ ಕಂಡುಕೊಳ್ಳಬೇಕು ಎಂದು ಸಚಿವರು ಸೂಚಿಸಿದರು. ಪ್ರಯಾಣಿಕರಿಗೆ ತೊಂದರೆಯಾಗದಂತೆ ಕ್ರಮ ಕೈಗೊಳ್ಳಬೇಕು. ನಿಲ್ದಾಣದ ಸ್ವಚ್ಛತೆಗೆ ಆದ್ಯತೆ ನೀಡಬೇಕು ಎಂದು ಹೇಳಿದರು.: [551, 1061, 681, 1130]
lead-body-row: [217, 422, 1331, 672]
kirusuddi-0-headline: ಸಮಾರೋಪ ಸಮಾರಂಭ ಇಂದು: [8, 392, 139, 408]
bus-byline: ಬೆಂಗಳೂರು:: [559, 1061, 593, 1072]
masthead-date-block: [8, 15, 118, 51]
officials-meeting-photo: [614, 725, 814, 833]
lead-body1: [217, 422, 413, 469]
